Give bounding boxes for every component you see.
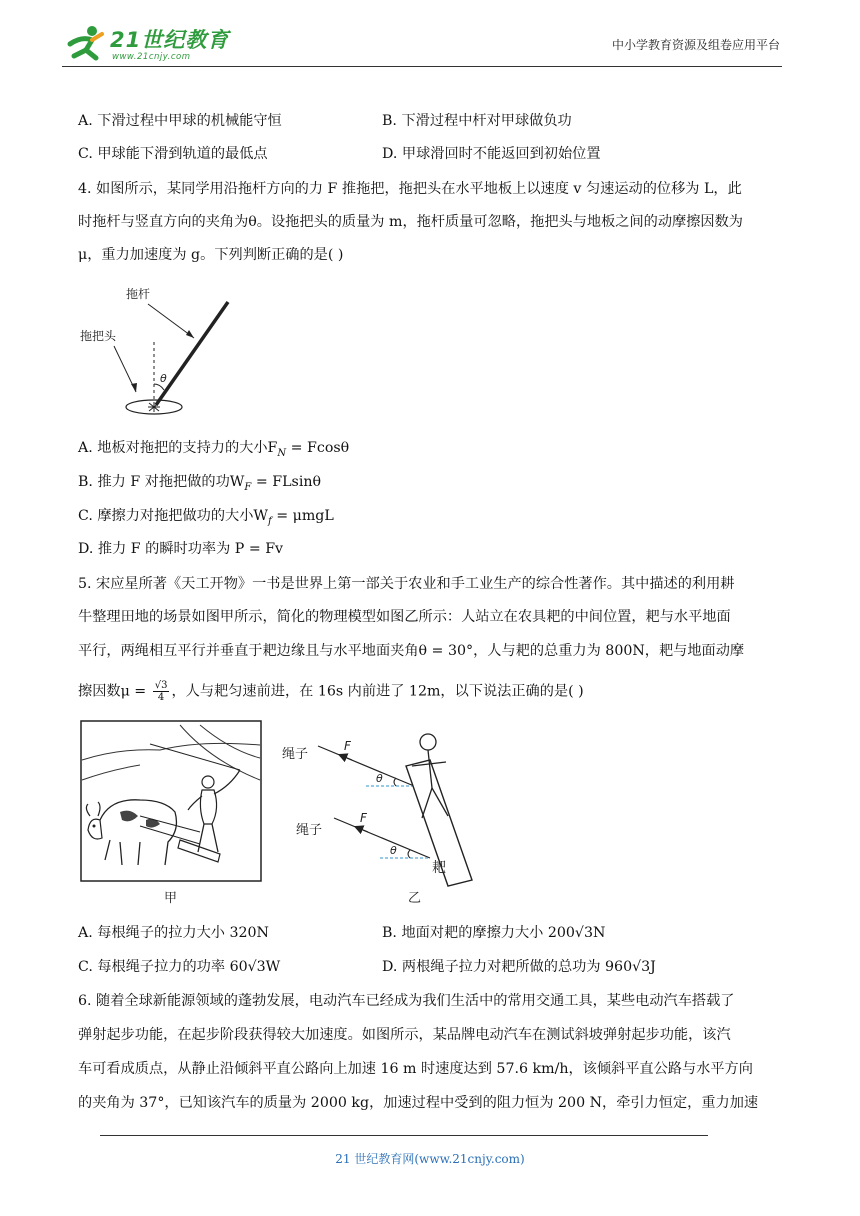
q4-stem-line-2: 时拖杆与竖直方向的夹角为θ。设拖把头的质量为 m，拖杆质量可忽略，拖把头与地板之间的动摩擦因数为 <box>78 214 743 230</box>
mop-figure <box>76 280 246 425</box>
q5-option-c: C. 每根绳子拉力的功率 60√3W <box>78 959 281 975</box>
runner-icon <box>62 24 108 64</box>
q5-stem-line-3: 平行，两绳相互平行并垂直于耙边缘且与水平地面夹角θ = 30°，人与耙的总重力为 800N，耙与地面动摩 <box>78 643 745 659</box>
force-label-lower: F <box>360 811 367 825</box>
q5-stem-line-4: 擦因数μ = $\frac{√3}{4}$ ，人与耙匀速前进，在 16s 内前进了 12m，以下说法正确的是( ) <box>78 680 584 703</box>
theta-label-lower: θ <box>390 844 397 857</box>
q5-option-d: D. 两根绳子拉力对耙所做的总功为 960√3J <box>382 959 656 975</box>
q3-option-d: D. 甲球滑回时不能返回到初始位置 <box>382 146 601 162</box>
header-logo <box>62 22 232 66</box>
q3-option-c: C. 甲球能下滑到轨道的最低点 <box>78 146 268 162</box>
farming-scene-figure <box>80 720 262 882</box>
header-divider <box>62 66 782 67</box>
mu-fraction: $\frac{√3}{4}$ <box>154 680 168 703</box>
rope-label-upper: 绳子 <box>282 747 309 762</box>
q4-stem-line-3: μ，重力加速度为 g。下列判断正确的是( ) <box>78 247 344 263</box>
theta-label-upper: θ <box>376 772 383 785</box>
q4-option-b: B. 推力 F 对拖把做的功$W_F = FLsin\theta$ <box>78 474 322 493</box>
q5-option-b: B. 地面对耙的摩擦力大小 200√3N <box>382 925 606 941</box>
rake-model-figure <box>282 722 482 890</box>
force-label-upper: F <box>344 739 351 753</box>
mop-theta-label: θ <box>160 372 167 385</box>
logo-url-text: www.21cnjy.com <box>112 52 191 62</box>
q5-stem-line-1: 5. 宋应星所著《天工开物》一书是世界上第一部关于农业和手工业生产的综合性著作。其中描述的利用耕 <box>78 576 735 592</box>
q6-stem-line-2: 弹射起步功能，在起步阶段获得较大加速度。如图所示，某品牌电动汽车在测试斜坡弹射起步功能，该汽 <box>78 1027 731 1043</box>
figure-yi-caption: 乙 <box>408 891 422 906</box>
mop-rod-label: 拖杆 <box>126 287 151 301</box>
q3-option-a: A. 下滑过程中甲球的机械能守恒 <box>78 113 282 129</box>
q6-stem-line-1: 6. 随着全球新能源领域的蓬勃发展，电动汽车已经成为我们生活中的常用交通工具，某些电动汽车搭载了 <box>78 993 735 1009</box>
q4-option-a: A. 地板对拖把的支持力的大小$F_N = Fcos\theta$ <box>78 440 350 459</box>
person-head <box>420 734 436 750</box>
footer-text[interactable]: 21 世纪教育网(www.21cnjy.com) <box>335 1152 525 1166</box>
q5-option-a: A. 每根绳子的拉力大小 320N <box>78 925 269 941</box>
q6-stem-line-3: 车可看成质点，从静止沿倾斜平直公路向上加速 16 m 时速度达到 57.6 km/h，该倾斜平直公路与水平方向 <box>78 1061 753 1077</box>
upper-rope <box>318 746 414 786</box>
rake-label: 耙 <box>432 860 446 876</box>
q4-option-d: D. 推力 F 的瞬时功率为 P = Fv <box>78 541 284 557</box>
q4-stem-line-1: 4. 如图所示，某同学用沿拖杆方向的力 F 推拖把，拖把头在水平地板上以速度 v 匀速运动的位移为 L，此 <box>78 181 742 197</box>
q6-stem-line-4: 的夹角为 37°，已知该汽车的质量为 2000 kg，加速过程中受到的阻力恒为 200 N，牵引力恒定，重力加速 <box>78 1095 759 1111</box>
q5-stem-line-2: 牛整理田地的场景如图甲所示，简化的物理模型如图乙所示：人站立在农具耙的中间位置，耙与水平地面 <box>78 609 731 625</box>
q4-option-c: C. 摩擦力对拖把做功的大小$W_f = \mu mgL$ <box>78 508 334 527</box>
q3-option-b: B. 下滑过程中杆对甲球做负功 <box>382 113 572 129</box>
lower-rope <box>334 818 430 858</box>
footer-divider <box>100 1135 708 1136</box>
platform-name: 中小学教育资源及组卷应用平台 <box>611 38 780 52</box>
logo-main-text: 21世纪教育 <box>110 28 230 52</box>
figure-jia-caption: 甲 <box>164 891 178 906</box>
mop-head-label: 拖把头 <box>80 329 117 343</box>
rope-label-lower: 绳子 <box>296 823 323 838</box>
